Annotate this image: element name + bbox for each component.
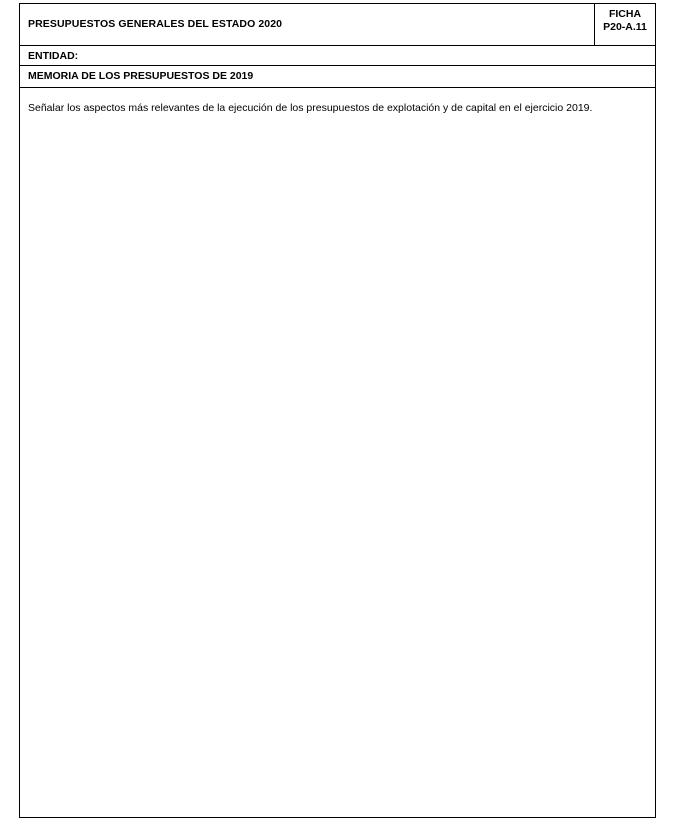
- memoria-label: MEMORIA DE LOS PRESUPUESTOS DE 2019: [28, 70, 254, 82]
- ficha-box: [594, 4, 655, 45]
- memoria-section-header: [20, 66, 655, 88]
- ficha-label: FICHA: [608, 8, 642, 20]
- entidad-label: ENTIDAD:: [28, 50, 79, 62]
- ficha-code: P20-A.11: [603, 21, 647, 33]
- entidad-field[interactable]: [20, 46, 655, 66]
- budget-form: [19, 3, 656, 818]
- form-header: [20, 4, 655, 46]
- document-title: PRESUPUESTOS GENERALES DEL ESTADO 2020: [28, 18, 283, 30]
- instructions-text: Señalar los aspectos más relevantes de la ejecución de los presupuestos de explotación y de capital en el ejercicio 2019.: [28, 102, 593, 114]
